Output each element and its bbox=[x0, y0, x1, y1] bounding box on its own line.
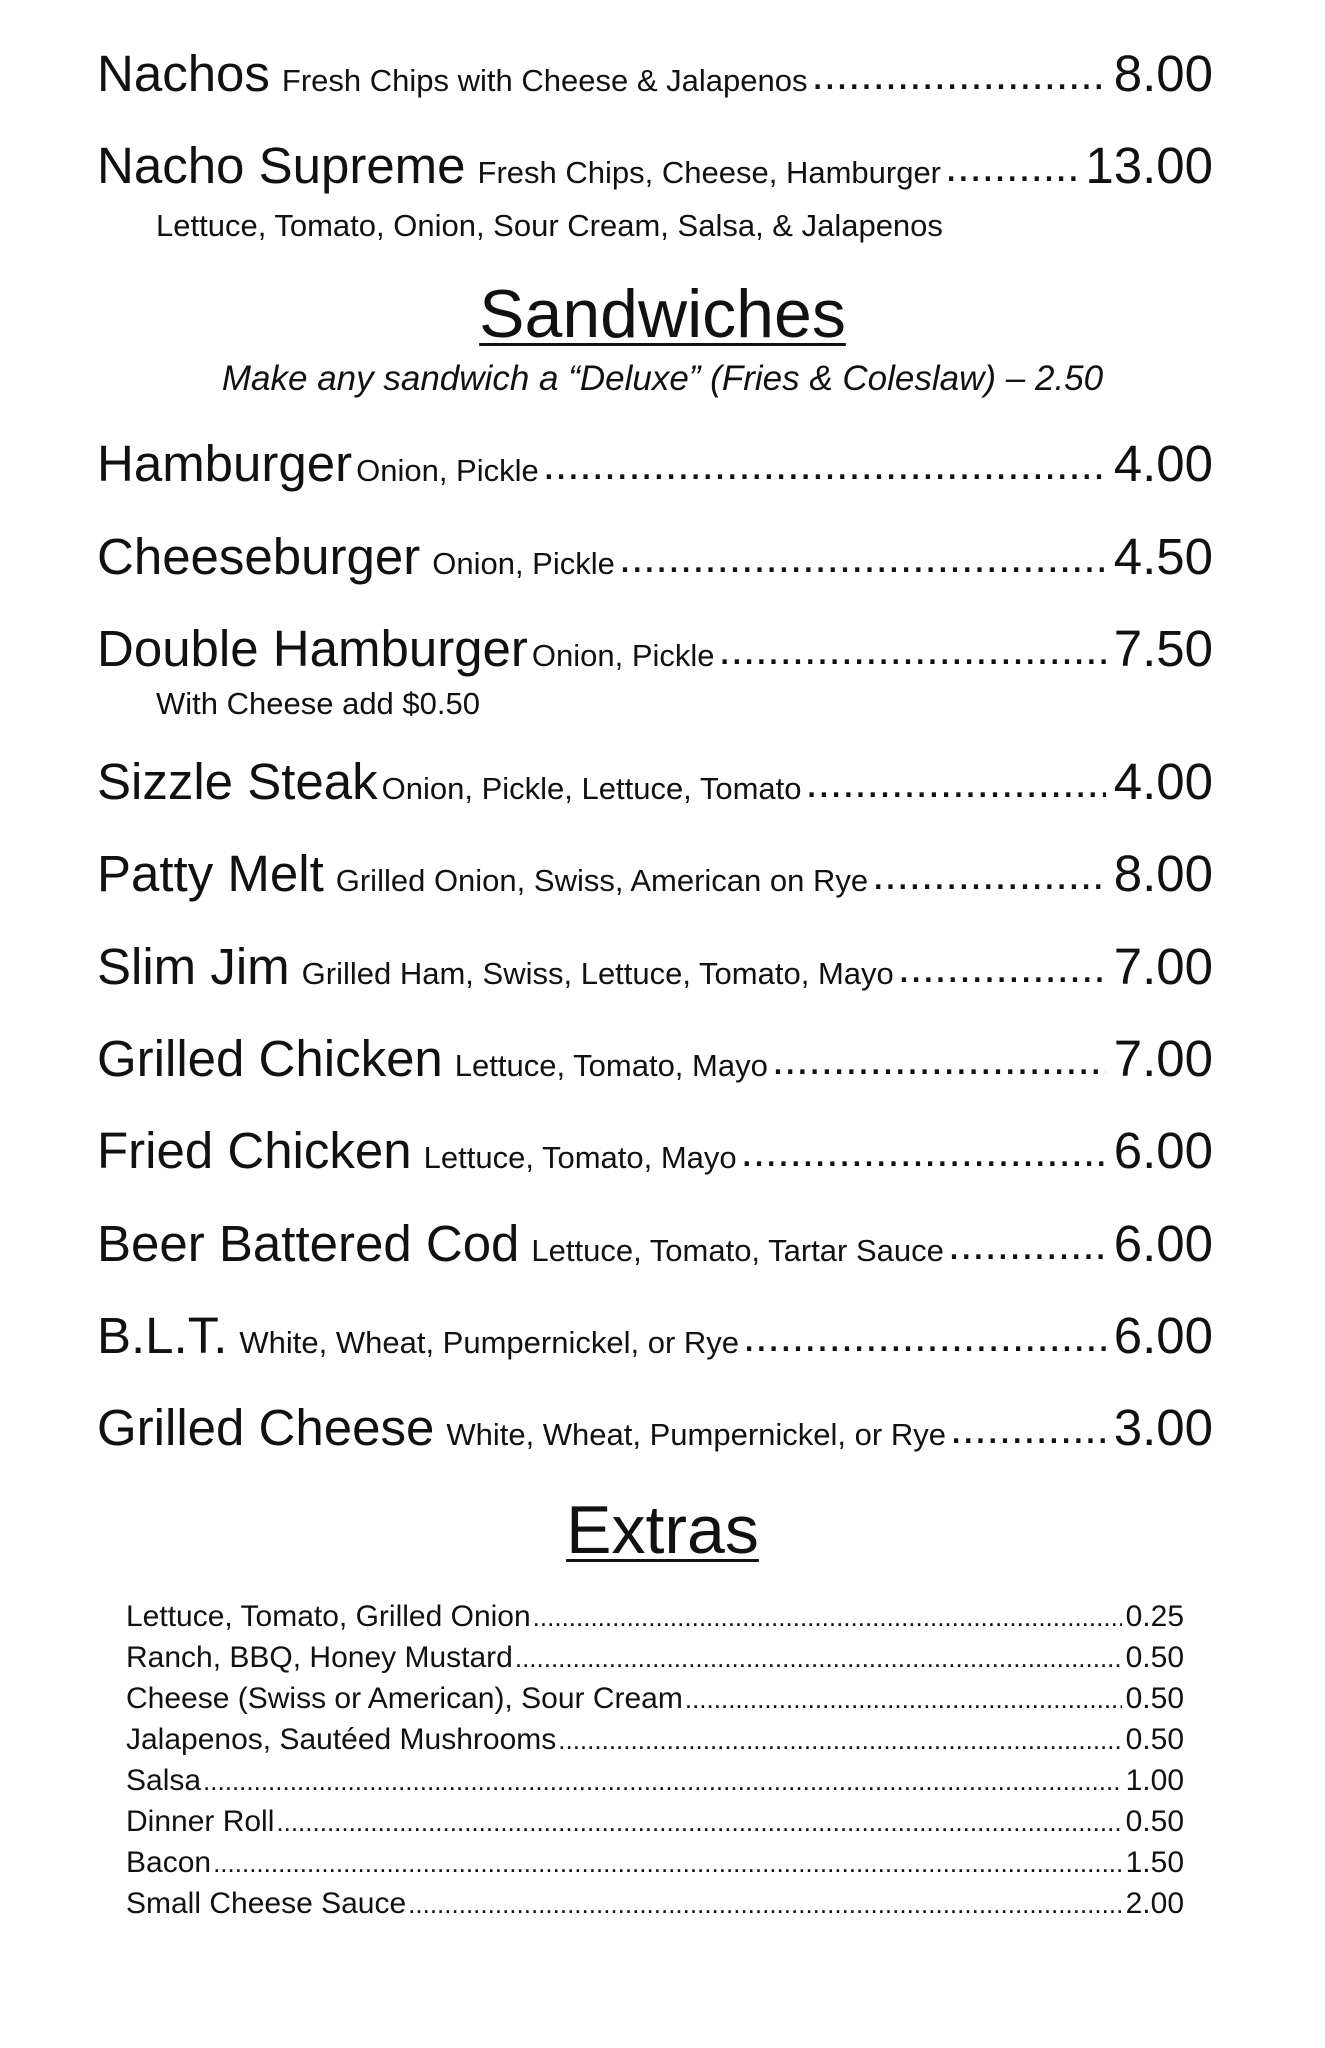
extra-price: 2.00 bbox=[1125, 1887, 1184, 1920]
menu-item-hamburger bbox=[97, 434, 1213, 494]
menu-item-beer-battered-cod bbox=[97, 1214, 1213, 1274]
extra-item bbox=[126, 1761, 1184, 1801]
item-name: Hamburger bbox=[97, 435, 353, 492]
item-description: Lettuce, Tomato, Mayo bbox=[454, 1048, 768, 1083]
menu-item-fried-chicken bbox=[97, 1121, 1213, 1181]
item-subline: Lettuce, Tomato, Onion, Sour Cream, Salsa, & Jalapenos bbox=[156, 208, 943, 243]
item-description: Fresh Chips, Cheese, Hamburger bbox=[477, 155, 942, 190]
extra-price: 0.50 bbox=[1125, 1805, 1184, 1838]
menu-item-grilled-chicken bbox=[97, 1029, 1213, 1089]
item-name: Patty Melt bbox=[97, 845, 324, 902]
item-description: Onion, Pickle bbox=[432, 546, 615, 581]
menu-item-blt bbox=[97, 1306, 1213, 1366]
item-name: Nachos bbox=[97, 45, 270, 102]
dot-leader bbox=[898, 943, 1106, 993]
dot-leader bbox=[203, 1761, 1122, 1801]
item-name: Sizzle Steak bbox=[97, 753, 378, 810]
item-price: 6.00 bbox=[1113, 1122, 1213, 1179]
menu-item-nacho-supreme bbox=[97, 136, 1213, 196]
dot-leader bbox=[950, 1404, 1106, 1454]
item-price: 4.00 bbox=[1113, 753, 1213, 810]
menu-item-patty-melt bbox=[97, 844, 1213, 904]
extra-price: 0.50 bbox=[1125, 1641, 1184, 1674]
dot-leader bbox=[213, 1843, 1122, 1883]
dot-leader bbox=[619, 533, 1106, 583]
extra-item bbox=[126, 1638, 1184, 1678]
item-price: 7.00 bbox=[1113, 938, 1213, 995]
extra-name: Lettuce, Tomato, Grilled Onion bbox=[126, 1600, 531, 1633]
menu-item-grilled-cheese bbox=[97, 1398, 1213, 1458]
section-title-sandwiches: Sandwiches bbox=[479, 276, 846, 352]
extra-item bbox=[126, 1720, 1184, 1760]
item-description: Onion, Pickle bbox=[531, 638, 715, 673]
item-subline: With Cheese add $0.50 bbox=[156, 686, 480, 721]
dot-leader bbox=[811, 50, 1105, 100]
dot-leader bbox=[945, 142, 1077, 192]
extra-name: Cheese (Swiss or American), Sour Cream bbox=[126, 1682, 683, 1715]
item-description: Grilled Onion, Swiss, American on Rye bbox=[335, 863, 869, 898]
item-name: Slim Jim bbox=[97, 938, 290, 995]
dot-leader bbox=[543, 440, 1106, 490]
extra-item bbox=[126, 1597, 1184, 1637]
dot-leader bbox=[408, 1884, 1121, 1924]
extra-name: Salsa bbox=[126, 1764, 202, 1797]
item-price: 8.00 bbox=[1113, 45, 1213, 102]
dot-leader bbox=[948, 1220, 1106, 1270]
item-price: 7.00 bbox=[1113, 1030, 1213, 1087]
item-price: 13.00 bbox=[1085, 137, 1213, 194]
extra-price: 1.50 bbox=[1125, 1846, 1184, 1879]
dot-leader bbox=[533, 1597, 1122, 1637]
item-name: Double Hamburger bbox=[97, 620, 528, 677]
menu-item-double-hamburger bbox=[97, 619, 1213, 679]
extra-item bbox=[126, 1802, 1184, 1842]
item-price: 8.00 bbox=[1113, 845, 1213, 902]
dot-leader bbox=[276, 1802, 1121, 1842]
dot-leader bbox=[806, 758, 1106, 808]
item-description: White, Wheat, Pumpernickel, or Rye bbox=[446, 1417, 946, 1452]
menu-item-slim-jim bbox=[97, 937, 1213, 997]
section-note: Make any sandwich a “Deluxe” (Fries & Coleslaw) – 2.50 bbox=[221, 359, 1104, 398]
menu-item-sizzle-steak bbox=[97, 752, 1213, 812]
item-description: White, Wheat, Pumpernickel, or Rye bbox=[239, 1325, 740, 1360]
extra-name: Jalapenos, Sautéed Mushrooms bbox=[126, 1723, 557, 1756]
item-description: Lettuce, Tomato, Tartar Sauce bbox=[531, 1233, 944, 1268]
item-price: 4.50 bbox=[1113, 528, 1213, 585]
extra-item bbox=[126, 1843, 1184, 1883]
item-price: 3.00 bbox=[1113, 1399, 1213, 1456]
section-title-extras: Extras bbox=[566, 1492, 759, 1568]
item-description: Grilled Ham, Swiss, Lettuce, Tomato, Mayo bbox=[301, 956, 894, 991]
item-price: 6.00 bbox=[1113, 1307, 1213, 1364]
dot-leader bbox=[772, 1035, 1106, 1085]
item-name: Beer Battered Cod bbox=[97, 1215, 520, 1272]
extra-name: Bacon bbox=[126, 1846, 212, 1879]
extra-price: 1.00 bbox=[1125, 1764, 1184, 1797]
dot-leader bbox=[515, 1638, 1122, 1678]
item-name: Nacho Supreme bbox=[97, 137, 466, 194]
item-name: B.L.T. bbox=[97, 1307, 228, 1364]
menu-item-nachos bbox=[97, 44, 1213, 104]
item-description: Onion, Pickle bbox=[356, 453, 539, 488]
extra-name: Small Cheese Sauce bbox=[126, 1887, 407, 1920]
dot-leader bbox=[558, 1720, 1121, 1760]
extra-price: 0.50 bbox=[1125, 1723, 1184, 1756]
item-name: Fried Chicken bbox=[97, 1122, 412, 1179]
item-description: Onion, Pickle, Lettuce, Tomato bbox=[381, 771, 802, 806]
menu-item-cheeseburger bbox=[97, 527, 1213, 587]
item-name: Grilled Chicken bbox=[97, 1030, 443, 1087]
item-description: Fresh Chips with Cheese & Jalapenos bbox=[281, 63, 808, 98]
extra-name: Ranch, BBQ, Honey Mustard bbox=[126, 1641, 513, 1674]
item-price: 4.00 bbox=[1113, 435, 1213, 492]
dot-leader bbox=[872, 850, 1106, 900]
extra-price: 0.50 bbox=[1125, 1682, 1184, 1715]
dot-leader bbox=[685, 1679, 1122, 1719]
item-name: Cheeseburger bbox=[97, 528, 421, 585]
dot-leader bbox=[741, 1127, 1106, 1177]
item-description: Lettuce, Tomato, Mayo bbox=[423, 1140, 737, 1175]
extra-name: Dinner Roll bbox=[126, 1805, 275, 1838]
extra-price: 0.25 bbox=[1125, 1600, 1184, 1633]
dot-leader bbox=[719, 625, 1106, 675]
extra-item bbox=[126, 1679, 1184, 1719]
item-name: Grilled Cheese bbox=[97, 1399, 435, 1456]
item-price: 6.00 bbox=[1113, 1215, 1213, 1272]
dot-leader bbox=[743, 1312, 1106, 1362]
item-price: 7.50 bbox=[1113, 620, 1213, 677]
extra-item bbox=[126, 1884, 1184, 1924]
